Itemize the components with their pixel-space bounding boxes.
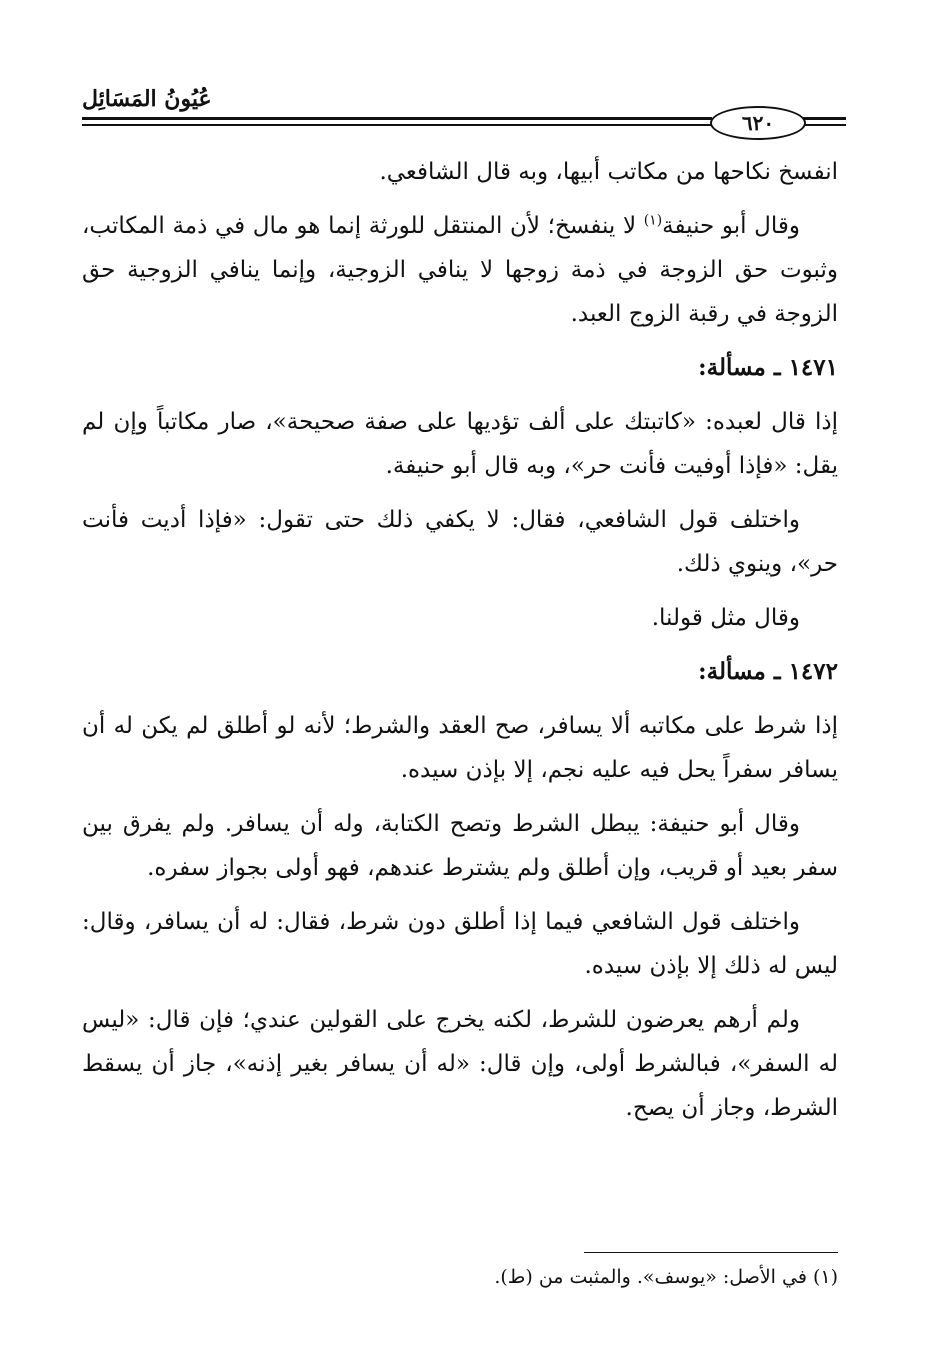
paragraph: واختلف قول الشافعي، فقال: لا يكفي ذلك حتى تقول: «فإذا أديت فأنت حر»، وينوي ذلك. (82, 507, 838, 577)
header-rule (82, 117, 712, 120)
main-text (82, 150, 838, 1140)
paragraph-text: وقال أبو حنيفة (662, 213, 800, 239)
paragraph: إذا قال لعبده: «كاتبتك على ألف تؤديها على صفة صحيحة»، صار مكاتباً وإن لم يقل: «فإذا أوفيت فأنت حر»، وبه قال أبو حنيفة. (82, 409, 838, 479)
paragraph: واختلف قول الشافعي فيما إذا أطلق دون شرط، فقال: له أن يسافر، وقال: ليس له ذلك إلا بإذن سيده. (82, 909, 838, 979)
paragraph: انفسخ نكاحها من مكاتب أبيها، وبه قال الشافعي. (379, 159, 838, 185)
header-rule (82, 124, 712, 126)
paragraph: وقال أبو حنيفة: يبطل الشرط وتصح الكتابة، وله أن يسافر. ولم يفرق بين سفر بعيد أو قريب، وإن أطلق ولم يشترط عندهم، فهو أولى بجواز سفره. (82, 811, 838, 881)
page-number: ٦٢٠ (710, 106, 806, 140)
paragraph: إذا شرط على مكاتبه ألا يسافر، صح العقد والشرط؛ لأنه لو أطلق لم يكن له أن يسافر سفراً يحل فيه عليه نجم، إلا بإذن سيده. (82, 713, 838, 783)
footnote-reference[interactable]: (١) (643, 212, 663, 229)
paragraph: ولم أرهم يعرضون للشرط، لكنه يخرج على القولين عندي؛ فإن قال: «ليس له السفر»، فبالشرط أولى، وإن قال: «له أن يسافر بغير إذنه»، جاز أن يسقط الشرط، وجاز أن يصح. (82, 1007, 838, 1121)
issue-heading: ١٤٧٢ ـ مسألة: (698, 658, 838, 685)
issue-heading: ١٤٧١ ـ مسألة: (698, 354, 838, 381)
paragraph-text: لا ينفسخ؛ لأن المنتقل للورثة إنما هو مال في ذمة المكاتب، وثبوت حق الزوجة في ذمة زوجها لا ينافي الزوجية، وإنما ينافي الزوجية حق الزوجة في رقبة الزوج العبد. (82, 213, 838, 327)
footnote-separator (584, 1252, 838, 1253)
paragraph (82, 204, 838, 336)
paragraph: وقال مثل قولنا. (651, 605, 800, 631)
footnote: (١) في الأصل: «يوسف». والمثبت من (ط). (494, 1266, 838, 1288)
book-title: عُيُونُ المَسَائِل (82, 86, 212, 112)
